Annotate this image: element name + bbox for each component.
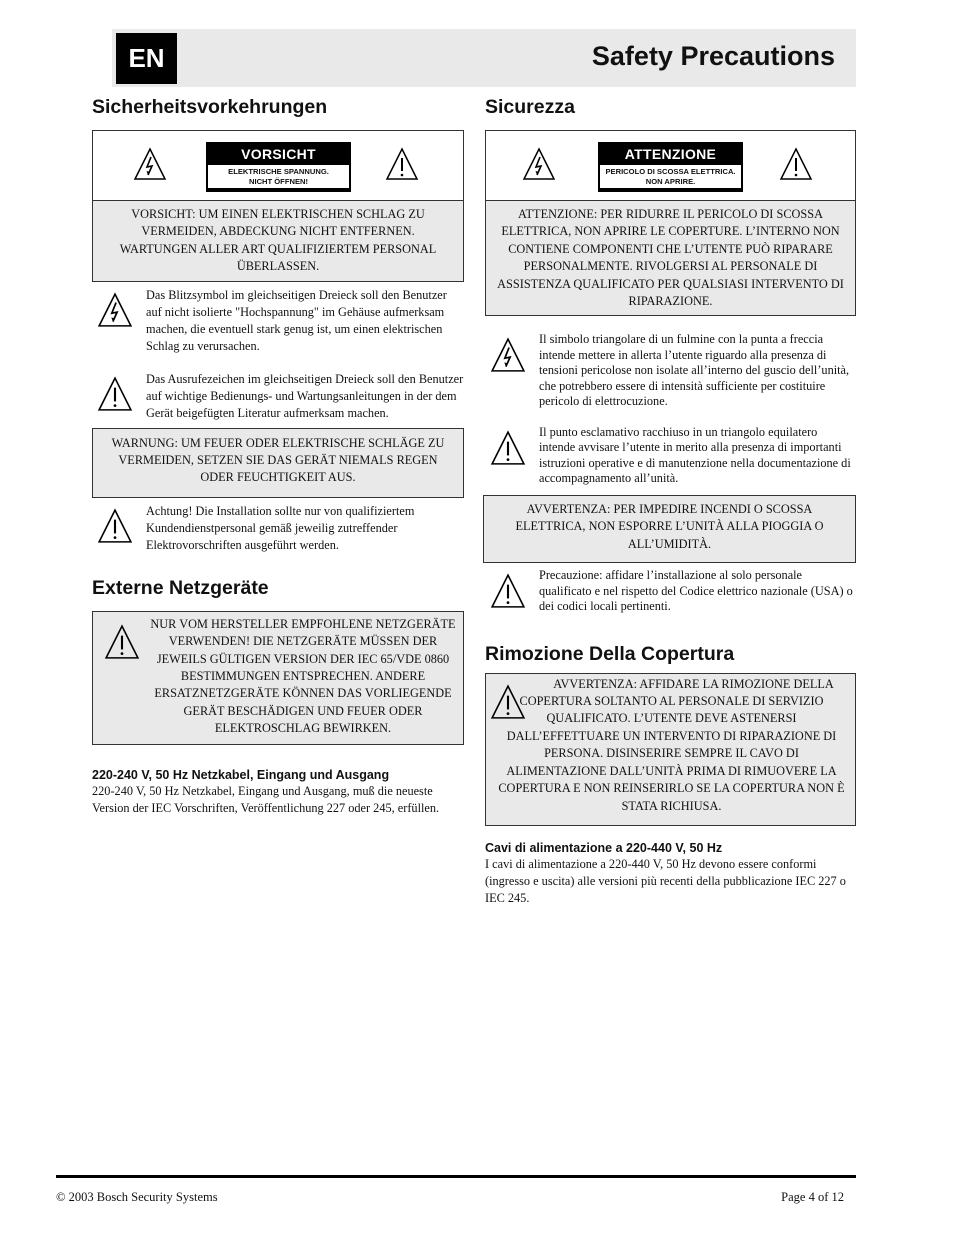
exclamation-triangle-icon	[489, 573, 527, 609]
power-supply-box: NUR VOM HERSTELLER EMPFOHLENE NETZGERÄTE VERWENDEN! DIE NETZGERÄTE MÜSSEN DER JEWEILS GÜLTIGEN VERSION DER IEC 65/VDE 0860 BESTIMMUNGEN ENTSPRECHEN. ANDERE ERSATZNETZGERÄTE KÖNNEN DAS VORLIEGENDE GERÄT BESCHÄDIGEN UND FEUER ODER ELEKTROSCHLAG BEWIRKEN.	[92, 611, 464, 745]
exclamation-triangle-icon	[489, 684, 527, 720]
lightning-triangle-icon	[96, 292, 134, 328]
lightning-triangle-icon	[522, 147, 556, 181]
caution-label-box	[485, 130, 856, 201]
page-header	[112, 29, 856, 87]
exclamation-triangle-icon	[96, 508, 134, 544]
lightning-note: Il simbolo triangolare di un fulmine con la punta a freccia intende mettere in allerta l’utente riguardo alla presenza di tensioni pericolose non isolate all’interno del guscio dell’unità, che potrebbero essere di intensità sufficiente per costituire pericolo di elettrocuzione.	[485, 332, 856, 410]
cover-removal-box: AVVERTENZA: AFFIDARE LA RIMOZIONE DELLA COPERTURA SOLTANTO AL PERSONALE DI SERVIZIO QUALIFICATO. L’UTENTE DEVE ASTENERSI DALL’EFFETTUARE UN INTERVENTO DI RIPARAZIONE DI PERSONA. DISINSERIRE SEMPRE IL CAVO DI ALIMENTAZIONE DALL’UNITÀ PRIMA DI RIMUOVERE LA COPERTURA E NON REINSERIRLO SE LA COPERTURA NON È STATA RICHIUSA.	[485, 673, 856, 826]
cable-subheading: Cavi di alimentazione a 220-440 V, 50 Hz	[485, 840, 723, 855]
language-badge: EN	[116, 33, 177, 84]
lightning-triangle-icon	[489, 337, 527, 373]
german-column	[92, 92, 464, 817]
vorsicht-label: VORSICHT ELEKTRISCHE SPANNUNG. NICHT ÖFFNEN!	[206, 142, 351, 192]
copyright-text: © 2003 Bosch Security Systems	[56, 1190, 218, 1204]
exclamation-triangle-icon	[103, 624, 141, 660]
section-heading: Rimozione Della Copertura	[485, 642, 735, 665]
exclamation-triangle-icon	[385, 147, 419, 181]
cable-text: I cavi di alimentazione a 220-440 V, 50 Hz devono essere conformi (ingresso e uscita) alle versioni più recenti della pubblicazione IEC 227 o IEC 245.	[485, 856, 846, 905]
cable-subheading: 220-240 V, 50 Hz Netzkabel, Eingang und Ausgang	[92, 767, 390, 782]
lightning-triangle-icon	[133, 147, 167, 181]
installation-note: Achtung! Die Installation sollte nur von qualifiziertem Kundendienstpersonal gemäß jeweilig zutreffender Elektrovorschriften ausgeführt werden.	[92, 503, 464, 554]
caution-text-box: ATTENZIONE: PER RIDURRE IL PERICOLO DI SCOSSA ELETTRICA, NON APRIRE LE COPERTURE. L’INTERNO NON CONTIENE COMPONENTI CHE L’UTENTE PUÒ RIPARARE PERSONALMENTE. RIVOLGERSI AL PERSONALE DI ASSISTENZA QUALIFICATO PER QUALSIASI INTERVENTO DI RIPARAZIONE.	[485, 201, 856, 316]
cable-text: 220-240 V, 50 Hz Netzkabel, Eingang und Ausgang, muß die neueste Version der IEC Vorschriften, Veröffentlichung 227 oder 245, erfüllen.	[92, 783, 440, 815]
caution-label-box	[92, 130, 464, 201]
section-heading: Externe Netzgeräte	[92, 576, 269, 599]
attenzione-label: ATTENZIONE PERICOLO DI SCOSSA ELETTRICA. NON APRIRE.	[598, 142, 743, 192]
page-number: Page 4 of 12	[781, 1190, 844, 1204]
exclamation-triangle-icon	[96, 376, 134, 412]
lightning-note: Das Blitzsymbol im gleichseitigen Dreieck soll den Benutzer auf nicht isolierte "Hochspannung" im Gehäuse aufmerksam machen, die eventuell stark genug ist, um einen elektrischen Schlag zu verursachen.	[92, 287, 464, 355]
exclamation-note: Das Ausrufezeichen im gleichseitigen Dreieck soll den Benutzer auf wichtige Bedienungs- und Wartungsanleitungen in der dem Gerät beigefügten Literatur aufmerksam machen.	[92, 371, 464, 422]
installation-note: Precauzione: affidare l’installazione al solo personale qualificato e nel rispetto del Codice elettrico nazionale (USA) o dei codici locali pertinenti.	[485, 568, 856, 615]
italian-column	[485, 92, 856, 907]
section-heading: Sicherheitsvorkehrungen	[92, 96, 328, 118]
section-heading: Sicurezza	[485, 96, 575, 118]
footer-divider	[56, 1175, 856, 1178]
exclamation-triangle-icon	[779, 147, 813, 181]
warning-box: AVVERTENZA: PER IMPEDIRE INCENDI O SCOSSA ELETTRICA, NON ESPORRE L’UNITÀ ALLA PIOGGIA O ALL’UMIDITÀ.	[483, 495, 856, 563]
exclamation-triangle-icon	[489, 430, 527, 466]
exclamation-note: Il punto esclamativo racchiuso in un triangolo equilatero intende avvisare l’utente in merito alla presenza di importanti istruzioni operative e di manutenzione nella documentazione di accompagnamento all’unità.	[485, 425, 856, 487]
caution-text-box: VORSICHT: UM EINEN ELEKTRISCHEN SCHLAG ZU VERMEIDEN, ABDECKUNG NICHT ENTFERNEN. WARTUNGEN ALLER ART QUALIFIZIERTEM PERSONAL ÜBERLASSEN.	[92, 201, 464, 282]
page-title: Safety Precautions	[591, 41, 835, 71]
warning-box: WARNUNG: UM FEUER ODER ELEKTRISCHE SCHLÄGE ZU VERMEIDEN, SETZEN SIE DAS GERÄT NIEMALS REGEN ODER FEUCHTIGKEIT AUS.	[92, 428, 464, 498]
